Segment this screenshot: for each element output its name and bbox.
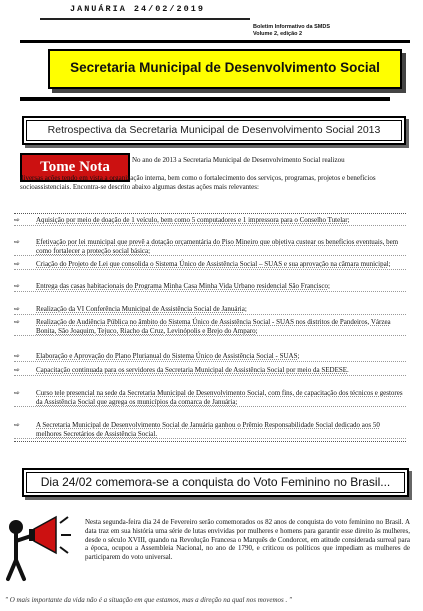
list-item: ⇨ Capacitação continuada para os servidores da Secretaria Municipal de Assistência Social por meio da SEDESE. bbox=[14, 366, 406, 376]
masthead-top-rule bbox=[20, 40, 410, 43]
intro-text: diversas ações tendo em vista a organização interna, bem como o fortalecimento dos serviços, programas, projetos e benefícios socioassistenciais. Encontra-se descrito abaixo algumas destas ações mais relevantes: bbox=[20, 174, 376, 191]
masthead-bottom-rule bbox=[20, 97, 390, 101]
bulletin-line-1: Boletim Informativo da SMDS bbox=[253, 24, 331, 30]
voto-feminino-title: Dia 24/02 comemora-se a conquista do Voto Feminino no Brasil... bbox=[26, 472, 405, 493]
list-item: ⇨ A Secretaria Municipal de Desenvolvimento Social de Januária ganhou o Prêmio Responsabilidade Social dedicado aos 50 melhores Secretários de Assistência Social. bbox=[14, 421, 406, 439]
list-item: ⇨ Curso tele presencial na sede da Secretaria Municipal de Desenvolvimento Social, com fins, de capacitação dos técnicos e gestores da Assistência Social que agrega os municípios da comarca de Januária; bbox=[14, 389, 406, 407]
bulletin-info bbox=[253, 24, 373, 38]
megaphone-person-icon bbox=[4, 505, 74, 585]
bulletin-line-2: Volume 2, edição 2 bbox=[253, 31, 303, 37]
list-item: ⇨ Realização de Audiência Pública no âmbito do Sistema Único de Assistência Social - SUAS nos distritos de Pandeiros, Várzea Bonita, São Joaquim, Tejuco, Riacho da Cruz, Levinópolis e Brejo do Amparo; bbox=[14, 318, 406, 336]
right-arrow-icon: ⇨ bbox=[14, 389, 20, 397]
footer-quote: " O mais importante da vida não é a situação em que estamos, mas a direção na qual nos movemos . " bbox=[5, 596, 292, 604]
right-arrow-icon: ⇨ bbox=[14, 282, 20, 290]
masthead-title: Secretaria Municipal de Desenvolvimento Social bbox=[70, 60, 380, 75]
list-item: ⇨ Aquisição por meio de doação de 1 veículo, bem como 5 computadores e 1 impressora para o Conselho Tutelar; bbox=[14, 216, 406, 226]
right-arrow-icon: ⇨ bbox=[14, 318, 20, 326]
list-item: ⇨ Entrega das casas habitacionais do Programa Minha Casa Minha Vida Urbano residencial São Francisco; bbox=[14, 282, 406, 292]
actions-list bbox=[14, 213, 406, 442]
voto-article: Nesta segunda-feira dia 24 de Fevereiro serão comemorados os 82 anos de conquista do voto feminino no Brasil. A data traz em sua história uma série de lutas envividas por mulheres e homens para garantir esse direito às mulheres, desde o século XVIII, quando na Revolução Francesa o Marquês de Condorcet, em atitude considerada surreal para a época, ocupou a Assembleia Nacional, no ano de 1790, e criticou os políticos que impediam as mulheres de participarem do voto universal. bbox=[85, 518, 410, 562]
masthead-title-box bbox=[48, 49, 402, 89]
right-arrow-icon: ⇨ bbox=[14, 260, 20, 268]
tome-nota-badge: Tome Nota bbox=[20, 153, 130, 182]
retrospective-title: Retrospectiva da Secretaria Municipal de Desenvolvimento Social 2013 bbox=[26, 120, 402, 141]
right-arrow-icon: ⇨ bbox=[14, 366, 20, 374]
right-arrow-icon: ⇨ bbox=[14, 421, 20, 429]
retrospective-banner bbox=[22, 116, 406, 145]
right-arrow-icon: ⇨ bbox=[14, 305, 20, 313]
masthead bbox=[20, 40, 410, 108]
right-arrow-icon: ⇨ bbox=[14, 238, 20, 246]
issue-date: JANUÁRIA 24/02/2019 bbox=[70, 4, 205, 14]
right-arrow-icon: ⇨ bbox=[14, 352, 20, 360]
intro-first-line: No ano de 2013 a Secretaria Municipal de Desenvolvimento Social realizou bbox=[132, 156, 345, 164]
right-arrow-icon: ⇨ bbox=[14, 216, 20, 224]
list-item: ⇨ Efetivação por lei municipal que prevê a dotação orçamentária do Piso Mineiro que objetiva custear os benefícios eventuais, bem como fortalecer a proteção social básica; bbox=[14, 238, 406, 256]
date-rule bbox=[40, 18, 250, 20]
list-item: ⇨ Elaboração e Aprovação do Plano Plurianual do Sistema Único de Assistência Social - SUAS; bbox=[14, 352, 406, 362]
voto-feminino-banner bbox=[22, 468, 409, 497]
list-item: ⇨ Realização da VI Conferência Municipal de Assistência Social de Januária; bbox=[14, 305, 406, 315]
list-item: ⇨ Criação do Projeto de Lei que consolida o Sistema Único de Assistência Social – SUAS e sua aprovação na câmara municipal; bbox=[14, 260, 406, 270]
